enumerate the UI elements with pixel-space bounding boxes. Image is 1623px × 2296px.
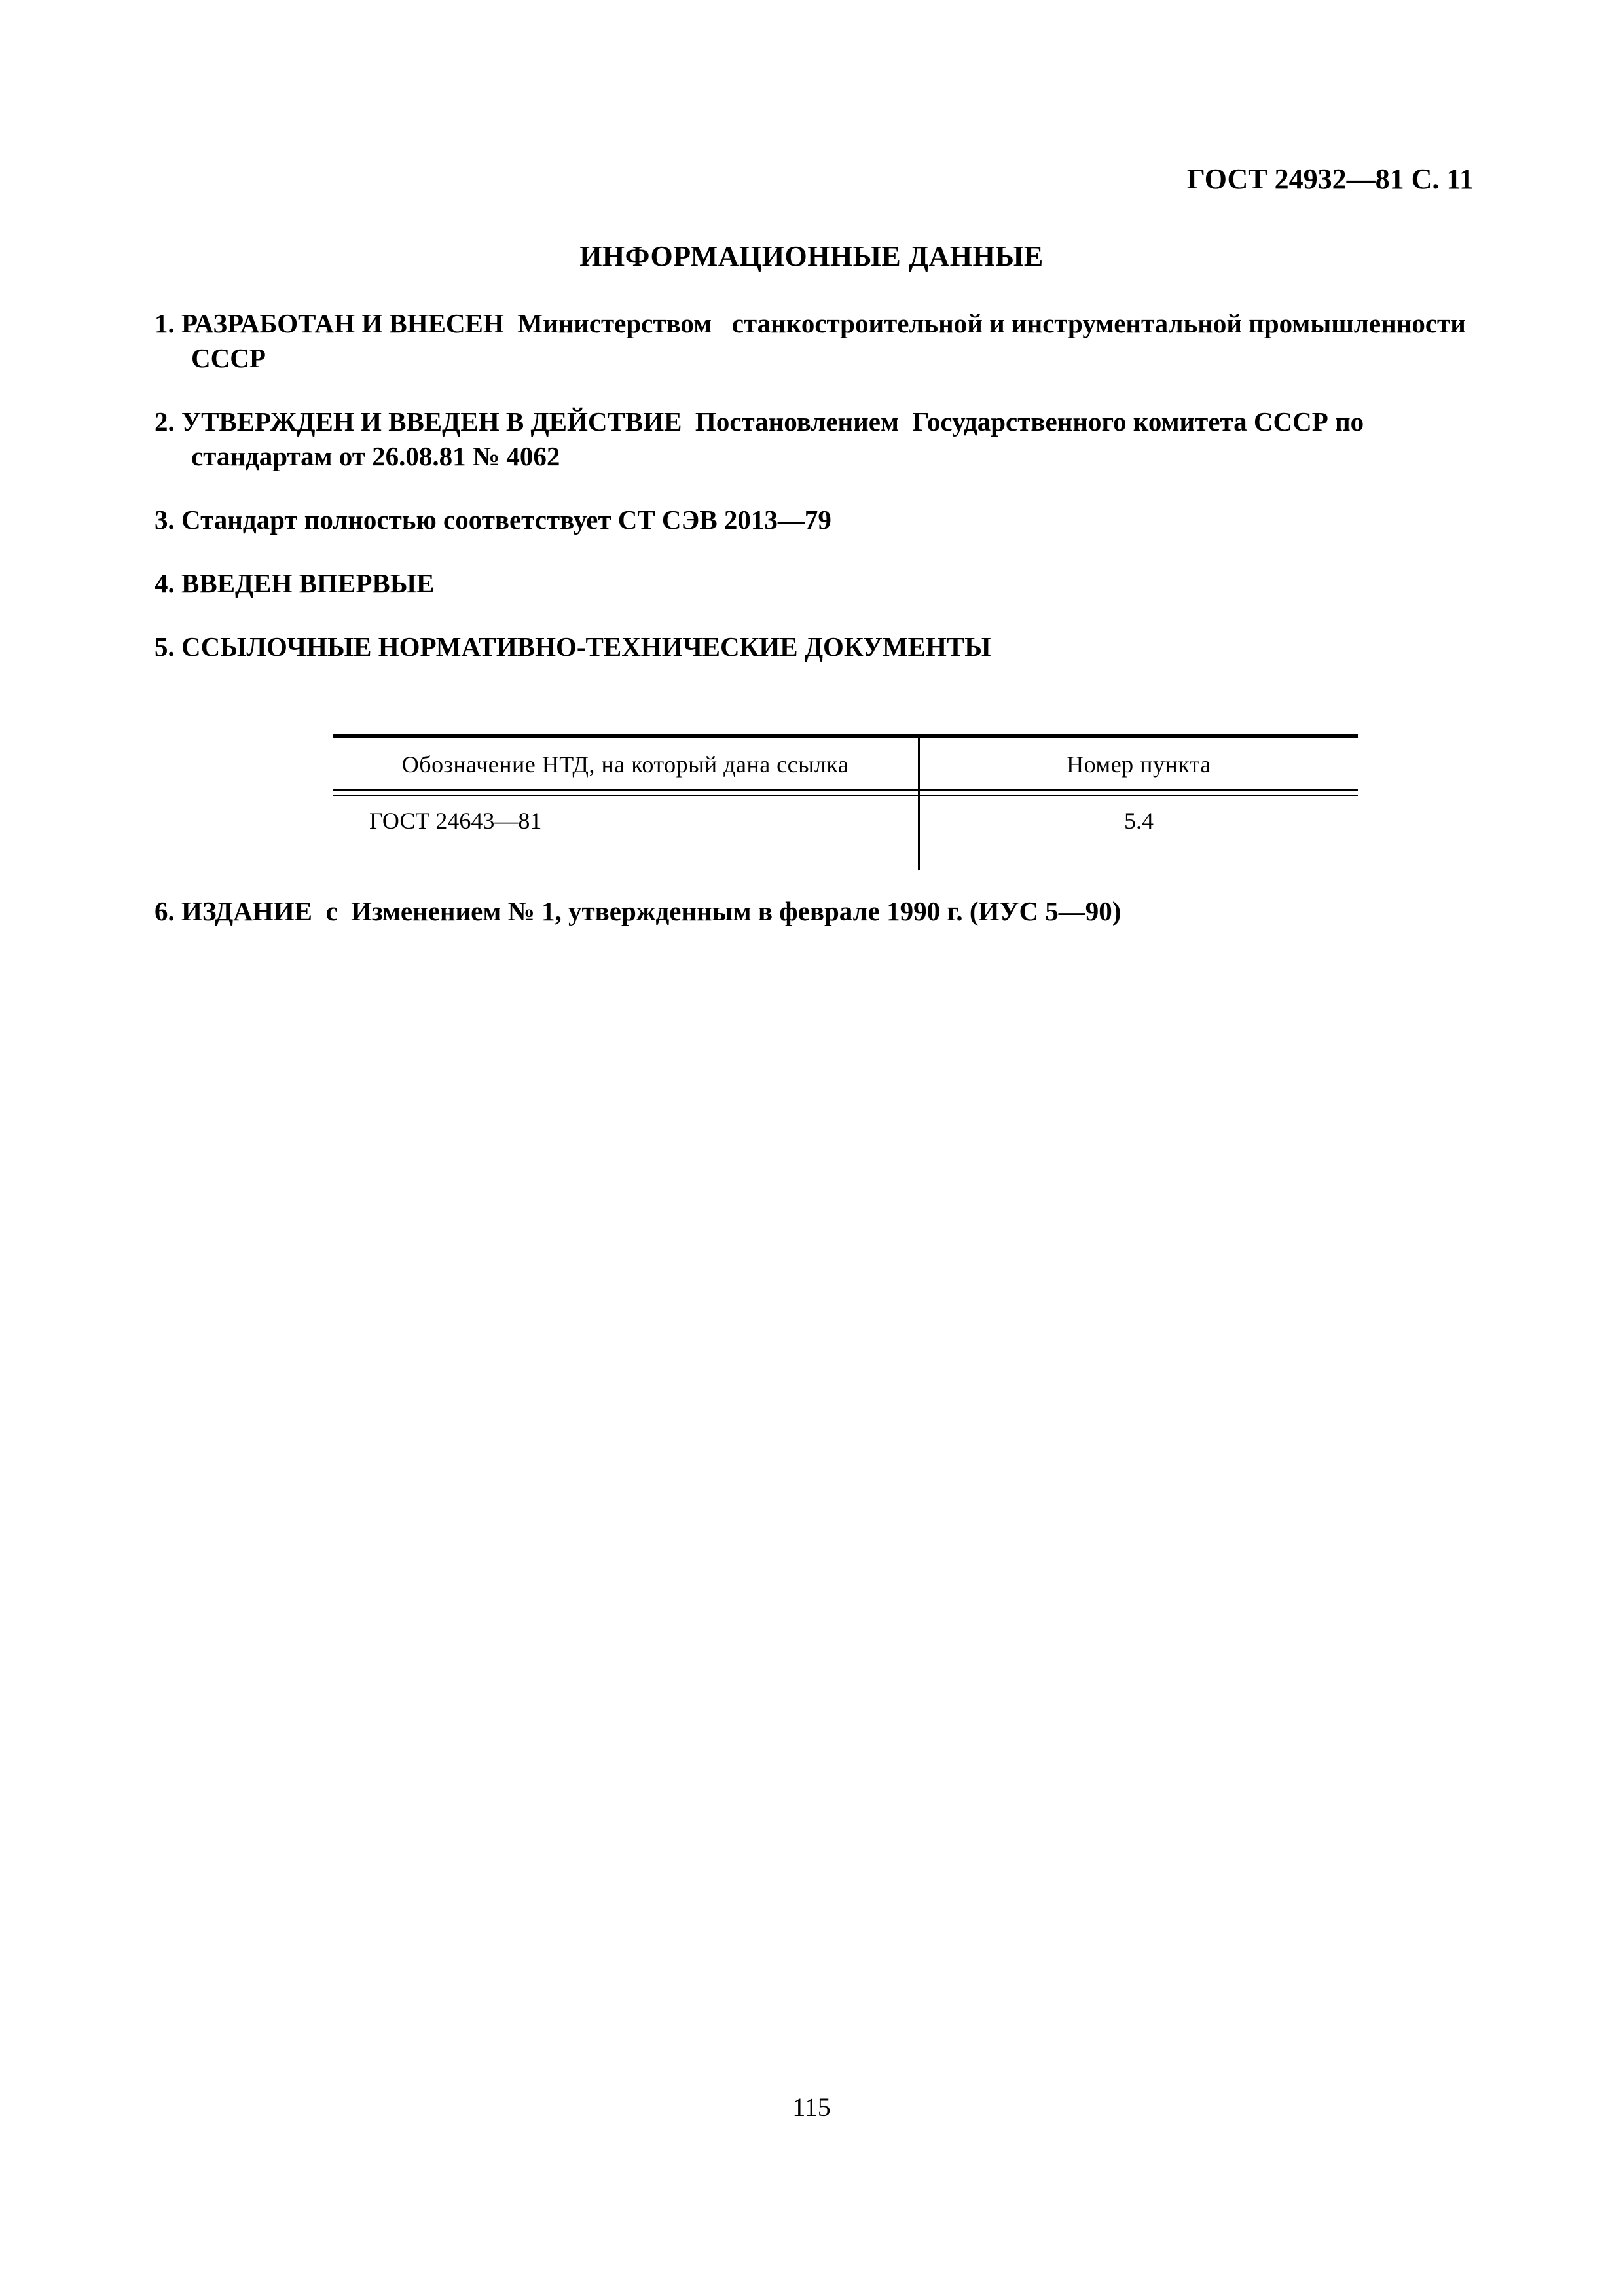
info-item-references: 5. ССЫЛОЧНЫЕ НОРМАТИВНО-ТЕХНИЧЕСКИЕ ДОКУМЕНТЫ [155,632,991,662]
table-header-rule-double [333,795,1358,796]
running-head: ГОСТ 24932—81 С. 11 [1186,163,1474,195]
table-header-document: Обозначение НТД, на который дана ссылка [401,751,849,778]
table-cell-document: ГОСТ 24643—81 [369,808,542,834]
info-item-approved: 2. УТВЕРЖДЕН И ВВЕДЕН В ДЕЙСТВИЕ Постановлением Государственного комитета СССР по стандартам от 26.08.81 № 4062 [155,406,1371,471]
table-header-clause: Номер пункта [1067,751,1211,778]
table-top-rule [333,734,1358,738]
info-item-first-issue: 4. ВВЕДЕН ВПЕРВЫЕ [155,568,435,598]
info-item-edition: 6. ИЗДАНИЕ с Изменением № 1, утвержденным в феврале 1990 г. (ИУС 5—90) [155,896,1122,926]
table-header-rule [333,789,1358,791]
info-item-developed: 1. РАЗРАБОТАН И ВНЕСЕН Министерством станкостроительной и инструментальной промышленности СССР [155,308,1473,373]
table-cell-clause: 5.4 [1124,808,1154,834]
reference-documents-table [333,734,1358,870]
section-title: ИНФОРМАЦИОННЫЕ ДАННЫЕ [579,240,1044,272]
info-items-list [155,306,1477,664]
info-item-conformity: 3. Стандарт полностью соответствует СТ СЭВ 2013—79 [155,505,831,535]
page-number: 115 [792,2092,831,2122]
